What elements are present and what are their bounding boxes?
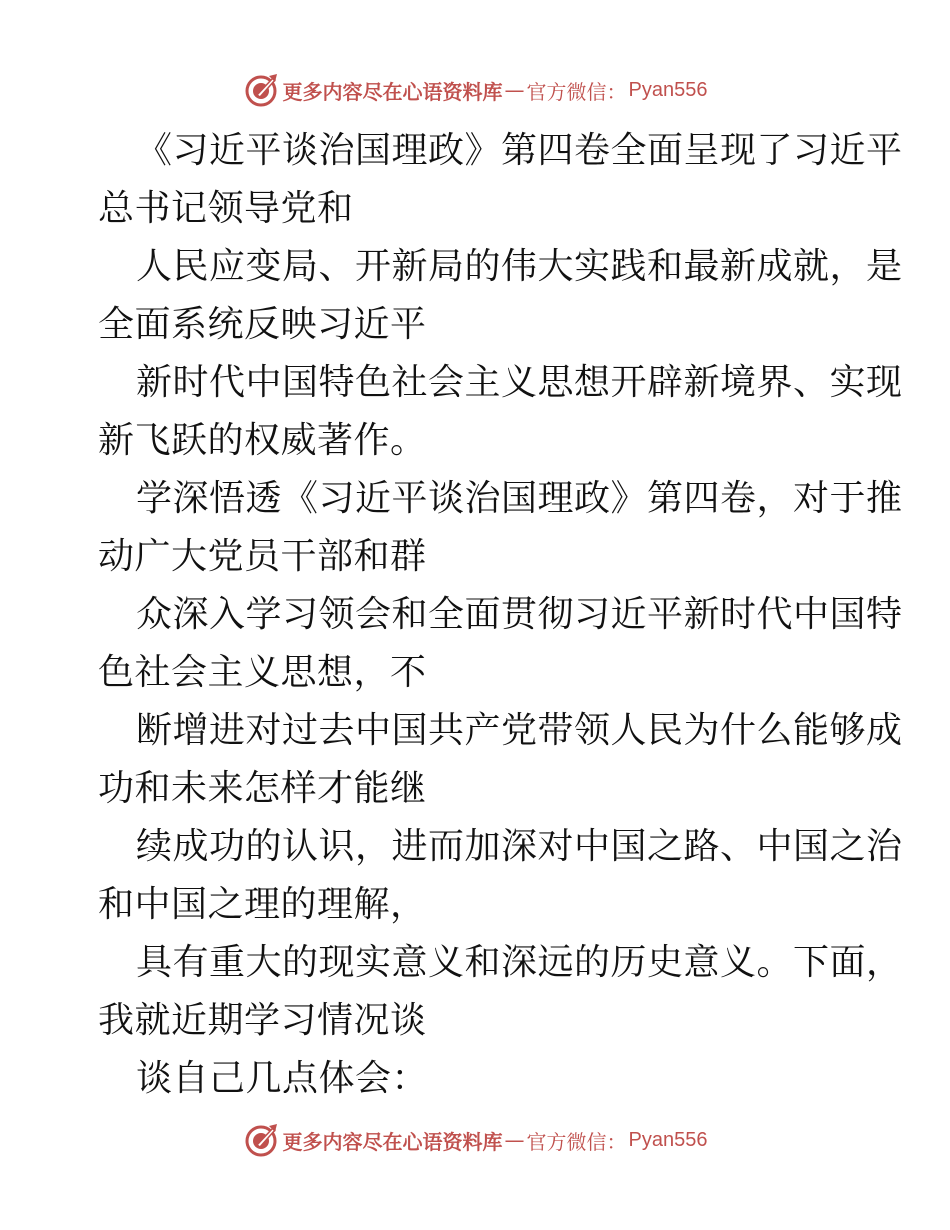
quill-logo-icon (243, 72, 279, 108)
quill-logo-icon (243, 1122, 279, 1158)
text-line: 人民应变局、开新局的伟大实践和最新成就，是 (136, 246, 903, 287)
text-line: 学深悟透《习近平谈治国理政》第四卷，对于推 (136, 478, 903, 519)
text-line: 《习近平谈治国理政》第四卷全面呈现了习近平 (136, 130, 903, 171)
watermark-wechat-id: Pyan556 (628, 78, 708, 101)
text-line: 断增进对过去中国共产党带领人民为什么能够成 (136, 710, 903, 751)
text-line: 众深入学习领会和全面贯彻习近平新时代中国特 (136, 594, 903, 635)
watermark-dash: — (504, 78, 525, 102)
watermark-wechat-label: 官方微信： (526, 1129, 627, 1154)
watermark-title: 更多内容尽在心语资料库 (282, 79, 503, 104)
text-line: 具有重大的现实意义和深远的历史意义。下面， (136, 942, 903, 983)
text-line: 功和未来怎样才能继 (98, 768, 427, 809)
watermark-wechat-label: 官方微信： (526, 79, 627, 104)
document-body (98, 122, 903, 1108)
text-line: 续成功的认识，进而加深对中国之路、中国之治 (136, 826, 903, 867)
text-line: 全面系统反映习近平 (98, 304, 427, 345)
text-line: 新飞跃的权威著作。 (98, 420, 427, 461)
text-line: 谈自己几点体会： (136, 1058, 429, 1099)
text-line: 新时代中国特色社会主义思想开辟新境界、实现 (136, 362, 903, 403)
header-watermark (0, 70, 950, 110)
text-line: 总书记领导党和 (98, 188, 354, 229)
watermark-wechat-id: Pyan556 (628, 1128, 708, 1151)
text-line: 我就近期学习情况谈 (98, 1000, 427, 1041)
text-line: 色社会主义思想，不 (98, 652, 427, 693)
text-line: 和中国之理的理解， (98, 884, 427, 925)
watermark-dash: — (504, 1128, 525, 1152)
footer-watermark (0, 1120, 950, 1160)
text-line: 动广大党员干部和群 (98, 536, 427, 577)
watermark-title: 更多内容尽在心语资料库 (282, 1129, 503, 1154)
